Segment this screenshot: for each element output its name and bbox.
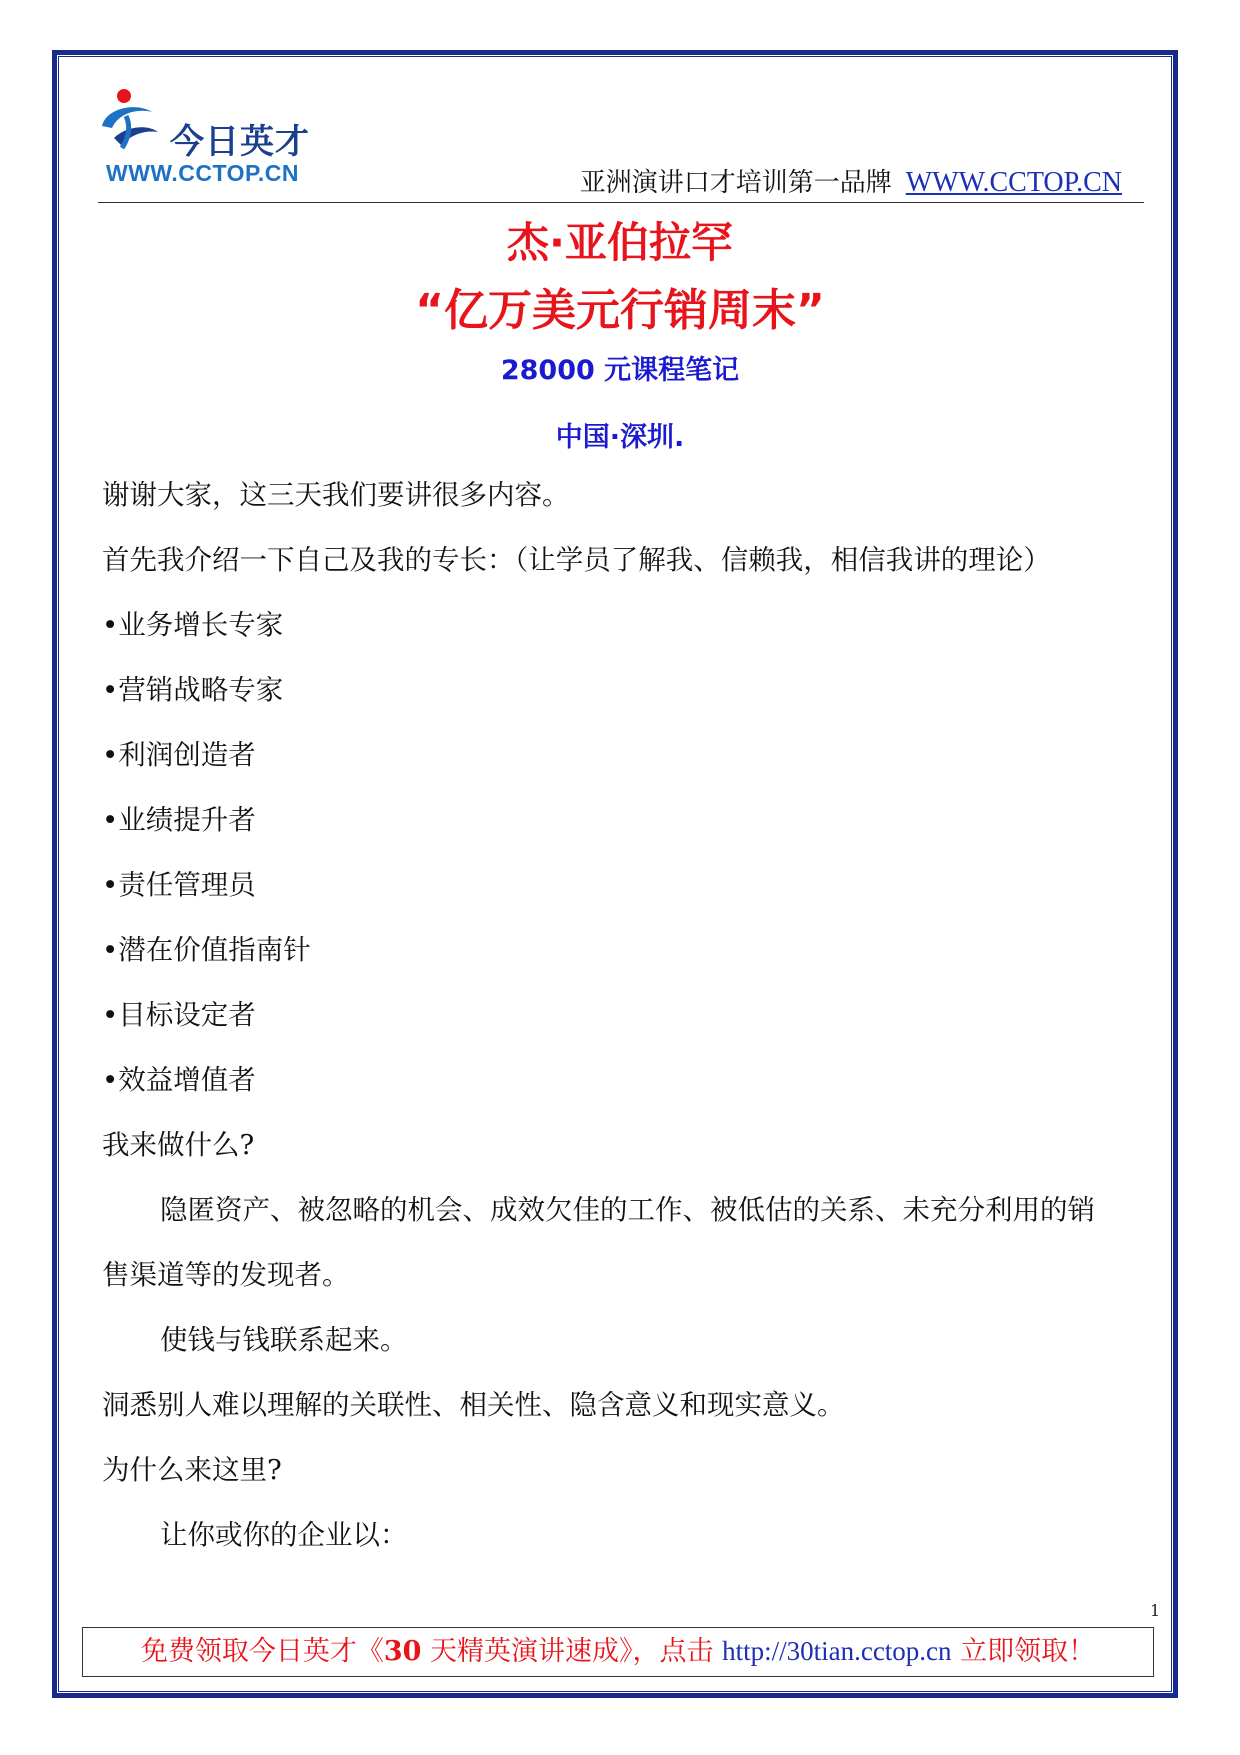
paragraph: 谢谢大家，这三天我们要讲很多内容。 bbox=[102, 479, 570, 511]
paragraph: 隐匿资产、被忽略的机会、成效欠佳的工作、被低估的关系、未充分利用的销 bbox=[160, 1194, 1095, 1226]
paragraph: 售渠道等的发现者。 bbox=[102, 1259, 350, 1291]
subtitle: 28000 元课程笔记 bbox=[500, 355, 740, 386]
logo-url: WWW.CCTOP.CN bbox=[106, 160, 299, 186]
header-tagline bbox=[580, 162, 1122, 199]
list-item: •责任管理员 bbox=[102, 869, 256, 901]
footer-promo bbox=[82, 1627, 1154, 1677]
paragraph: 让你或你的企业以： bbox=[160, 1519, 408, 1551]
footer-prefix: 免费领取今日英才《 bbox=[140, 1636, 384, 1667]
title-course: “亿万美元行销周末” bbox=[415, 285, 825, 336]
logo-swirl-icon bbox=[96, 86, 166, 156]
list-item: •效益增值者 bbox=[102, 1064, 256, 1096]
location: 中国·深圳. bbox=[555, 422, 685, 453]
footer-number: 30 bbox=[383, 1636, 422, 1667]
list-item: •营销战略专家 bbox=[102, 674, 284, 706]
paragraph: 洞悉别人难以理解的关联性、相关性、隐含意义和现实意义。 bbox=[102, 1389, 845, 1421]
list-item: •业绩提升者 bbox=[102, 804, 256, 836]
logo-name: 今日英才 bbox=[170, 122, 310, 162]
footer-suffix: 立即领取！ bbox=[951, 1636, 1096, 1667]
paragraph: 为什么来这里? bbox=[102, 1454, 282, 1486]
list-item: •目标设定者 bbox=[102, 999, 256, 1031]
list-item: •业务增长专家 bbox=[102, 609, 284, 641]
tagline-text: 亚洲演讲口才培训第一品牌 bbox=[579, 168, 892, 198]
footer-link[interactable]: http://30tian.cctop.cn bbox=[722, 1636, 952, 1666]
paragraph: 首先我介绍一下自己及我的专长：（让学员了解我、信赖我，相信我讲的理论） bbox=[102, 544, 1051, 576]
body-text bbox=[102, 470, 1142, 1575]
header-divider bbox=[98, 202, 1144, 203]
page-number: 1 bbox=[1150, 1601, 1161, 1620]
paragraph: 我来做什么? bbox=[102, 1129, 255, 1161]
paragraph: 使钱与钱联系起来。 bbox=[160, 1324, 408, 1356]
footer-title: 天精英演讲速成》，点击 bbox=[421, 1636, 723, 1667]
list-item: •潜在价值指南针 bbox=[102, 934, 311, 966]
tagline-link[interactable]: WWW.CCTOP.CN bbox=[905, 167, 1122, 198]
logo bbox=[104, 92, 344, 192]
title-name: 杰·亚伯拉罕 bbox=[507, 218, 733, 267]
list-item: •利润创造者 bbox=[102, 739, 256, 771]
